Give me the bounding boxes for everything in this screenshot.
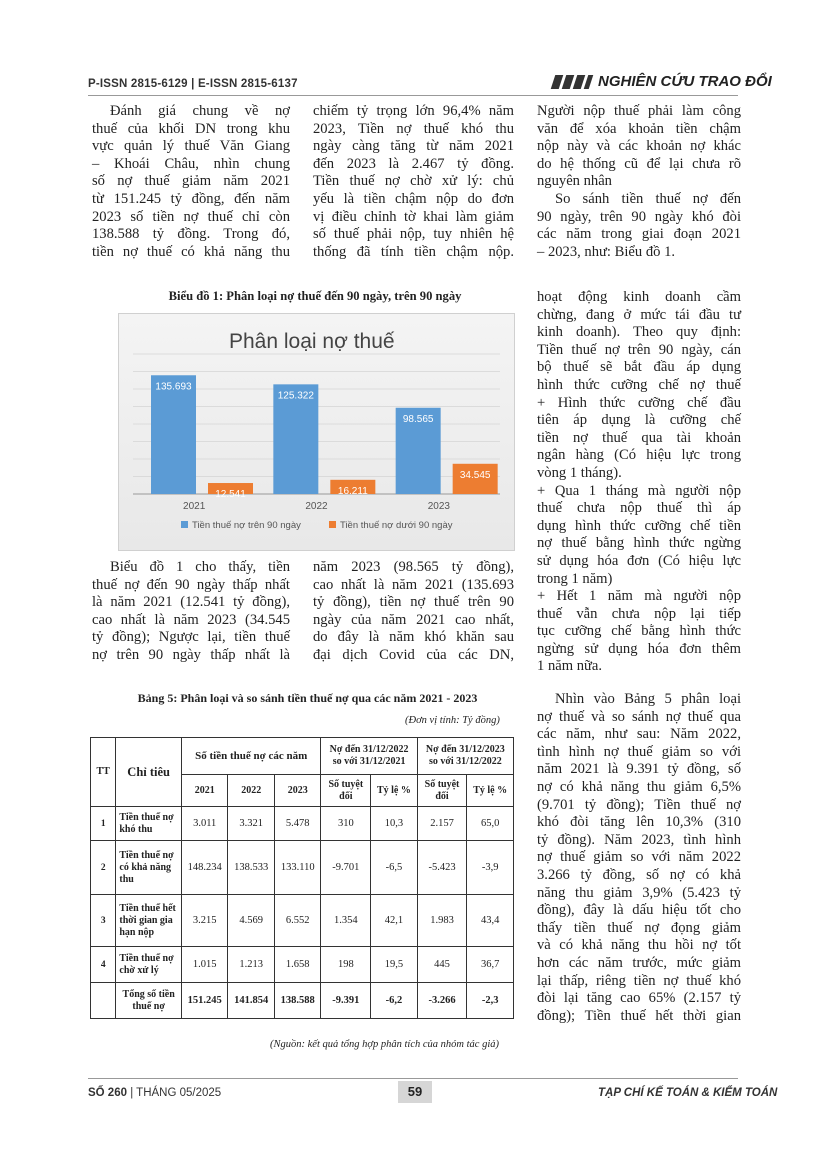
col1-top-text bbox=[92, 103, 290, 261]
text-line: chừng, đang ở mức tái đầu tư bbox=[537, 306, 741, 323]
bar-data-label: 98.565 bbox=[402, 413, 434, 425]
text-line: thấy tiền thuế nợ đọng giảm bbox=[537, 919, 741, 936]
text-line: Nhìn vào Bảng 5 phân loại bbox=[555, 691, 741, 707]
header-abs: Số tuyệt đối bbox=[321, 775, 371, 807]
row-value: 3.011 bbox=[181, 807, 228, 841]
row-value: 65,0 bbox=[467, 807, 514, 841]
text-line: năm 2021 là 9.391 tỷ đồng, số bbox=[537, 761, 741, 778]
text-line: vực quản lý thuế Văn Giang bbox=[92, 138, 290, 155]
row-label: Tiền thuế nợ chờ xử lý bbox=[116, 947, 182, 983]
text-line: + Hình thức cưỡng chế đầu bbox=[537, 394, 741, 411]
table-caption: Bảng 5: Phân loại và so sánh tiền thuế nợ qua các năm 2021 - 2023 bbox=[137, 691, 478, 705]
row-value: -6,2 bbox=[371, 983, 418, 1019]
chart-container bbox=[118, 313, 515, 551]
text-line: tỷ đồng), tiền nợ thuế trên 90 bbox=[313, 594, 514, 611]
text-line: đồng), đây là dấu hiệu tốt cho bbox=[537, 902, 741, 919]
text-line: do hệ thống cũ để lại chưa rõ bbox=[537, 155, 741, 172]
text-line: dụng hình thức cưỡng chế tiền bbox=[537, 517, 741, 534]
text-line: thuế nợ đến 90 ngày thấp nhất bbox=[92, 576, 290, 593]
col1-mid-text bbox=[92, 559, 290, 665]
row-tt bbox=[91, 983, 116, 1019]
row-value: 310 bbox=[321, 807, 371, 841]
text-line: vòng 1 tháng). bbox=[537, 464, 622, 481]
text-line: nợ thuế và so sánh nợ thuế qua bbox=[537, 708, 741, 725]
text-line: đại dịch Covid của các DN, bbox=[313, 646, 514, 663]
text-line: sử dụng hóa đơn (Có hiệu lực bbox=[537, 552, 741, 569]
row-value: -2,3 bbox=[467, 983, 514, 1019]
row-label: Tổng số tiền thuế nợ bbox=[116, 983, 182, 1019]
header-pct: Tỷ lệ % bbox=[371, 775, 418, 807]
text-line: So sánh tiền thuế nợ đến bbox=[555, 190, 741, 207]
tax-debt-table bbox=[90, 737, 514, 1019]
row-value: -9.391 bbox=[321, 983, 371, 1019]
row-value: 1.658 bbox=[274, 947, 321, 983]
text-line: kinh doanh). Theo quy định: bbox=[537, 324, 741, 341]
text-line: hơn các năm trước, mức giảm bbox=[537, 954, 741, 971]
issue-number: SỐ 260 bbox=[88, 1087, 127, 1099]
text-line: cao nhất là năm 2021 (135.693 bbox=[313, 576, 514, 593]
row-tt: 4 bbox=[91, 947, 116, 983]
legend-swatch bbox=[329, 521, 336, 528]
row-tt: 3 bbox=[91, 895, 116, 947]
text-line: thuế vẫn chưa nộp lại tiếp bbox=[537, 605, 741, 622]
text-line: Người nộp thuế phải làm công bbox=[537, 103, 741, 119]
text-line: nợ có khả năng thu giảm 6,5% bbox=[537, 778, 741, 795]
text-line: đòi lại tăng cao 65% (2.157 tỷ bbox=[537, 990, 741, 1007]
text-line: năng thu giảm 3,9% (5.423 tỷ bbox=[537, 884, 741, 901]
text-line: trong 1 năm) bbox=[537, 570, 613, 587]
header-compare-2022: Nợ đến 31/12/2022 so với 31/12/2021 bbox=[321, 738, 417, 775]
row-value: 5.478 bbox=[274, 807, 321, 841]
section-title: NGHIÊN CỨU TRAO ĐỔI bbox=[598, 73, 772, 90]
text-line: 138.588 tỷ đồng. Trong đó, bbox=[92, 226, 290, 243]
text-line: là năm 2021 (12.541 tỷ đồng), bbox=[92, 594, 290, 611]
journal-name: TẠP CHÍ KẾ TOÁN & KIỂM TOÁN bbox=[598, 1087, 778, 1099]
text-line: thuế của khối DN trong khu bbox=[92, 120, 290, 137]
row-value: 6.552 bbox=[274, 895, 321, 947]
row-value: 36,7 bbox=[467, 947, 514, 983]
chart-caption: Biểu đồ 1: Phân loại nợ thuế đến 90 ngày, trên 90 ngày bbox=[168, 289, 462, 303]
row-tt: 1 bbox=[91, 807, 116, 841]
bar-chart bbox=[119, 314, 514, 550]
row-value: 151.245 bbox=[181, 983, 228, 1019]
text-line: chiếm tỷ trọng lớn 96,4% năm bbox=[313, 103, 514, 119]
footer-issue bbox=[88, 1087, 221, 1099]
text-line: Đánh giá chung về nợ bbox=[110, 103, 290, 119]
row-value: -5.423 bbox=[417, 841, 467, 895]
text-line: ngày càng tăng từ năm 2021 bbox=[313, 138, 514, 155]
header-so-tien: Số tiền thuế nợ các năm bbox=[181, 738, 321, 775]
text-line: vị điều chỉnh tờ khai làm giảm bbox=[313, 208, 514, 225]
col3-bottom-text bbox=[537, 691, 741, 1025]
text-line: hoạt động kinh doanh cầm bbox=[537, 289, 741, 305]
row-value: 138.588 bbox=[274, 983, 321, 1019]
text-line: + Qua 1 tháng mà người nộp bbox=[537, 482, 741, 499]
text-line: – Khoái Châu, nhìn chung bbox=[92, 155, 290, 172]
text-line: các năm trong giai đoạn 2021 bbox=[537, 226, 741, 243]
x-tick-label: 2021 bbox=[183, 501, 206, 512]
row-value: -9.701 bbox=[321, 841, 371, 895]
text-line: Tiền thuế nợ trên 90 ngày, cán bbox=[537, 341, 741, 358]
row-value: 19,5 bbox=[371, 947, 418, 983]
text-line: khó đòi tăng lên 10,3% (310 bbox=[537, 814, 741, 831]
text-line: 3.266 tỷ đồng, số nợ có khả bbox=[537, 866, 741, 883]
bar-data-label: 125.322 bbox=[277, 390, 314, 402]
x-tick-label: 2022 bbox=[305, 501, 328, 512]
legend-label: Tiền thuế nợ trên 90 ngày bbox=[192, 520, 301, 531]
text-line: + Hết 1 năm mà người nộp bbox=[537, 588, 741, 605]
table-row bbox=[91, 947, 514, 983]
row-value: -3.266 bbox=[417, 983, 467, 1019]
text-line: (9.701 tỷ đồng); Tiền thuế nợ bbox=[537, 796, 741, 813]
row-value: 43,4 bbox=[467, 895, 514, 947]
row-value: 4.569 bbox=[228, 895, 275, 947]
row-value: 138.533 bbox=[228, 841, 275, 895]
col3-mid-text bbox=[537, 289, 741, 676]
header-chi-tieu: Chỉ tiêu bbox=[116, 738, 182, 807]
text-line: tỷ đồng). Năm 2023, tình hình bbox=[537, 831, 741, 848]
text-line: yếu là tiền chậm nộp do đơn bbox=[313, 190, 514, 207]
text-line: hình thức cưỡng chế nợ thuế bbox=[537, 376, 741, 393]
row-value: 10,3 bbox=[371, 807, 418, 841]
header-year: 2021 bbox=[181, 775, 228, 807]
text-line: tình hình nợ thuế giảm so với bbox=[537, 743, 741, 760]
text-line: ngừng sử dụng hóa đơn thêm bbox=[537, 640, 741, 657]
issn-header: P-ISSN 2815-6129 | E-ISSN 2815-6137 bbox=[88, 78, 298, 90]
x-tick-label: 2023 bbox=[427, 501, 450, 512]
col3-top-text bbox=[537, 103, 741, 261]
text-line: năm 2023 (98.565 tỷ đồng), bbox=[313, 559, 514, 575]
text-line: tiền nợ thuế có khả năng thu bbox=[92, 243, 290, 260]
text-line: tục cưỡng chế bằng hình thức bbox=[537, 623, 741, 640]
row-value: 2.157 bbox=[417, 807, 467, 841]
header-year: 2023 bbox=[274, 775, 321, 807]
bar-over-90 bbox=[151, 375, 196, 494]
row-value: 1.015 bbox=[181, 947, 228, 983]
text-line: nợ thuế bằng hình thức ngừng bbox=[537, 535, 741, 552]
text-line: cao nhất là năm 2023 (34.545 bbox=[92, 611, 290, 628]
row-value: 1.354 bbox=[321, 895, 371, 947]
header-year: 2022 bbox=[228, 775, 275, 807]
text-line: đồng); Tiền thuế hết thời gian bbox=[537, 1007, 741, 1024]
text-line: 2023 số tiền nợ thuế chỉ còn bbox=[92, 208, 290, 225]
page-number: 59 bbox=[398, 1081, 432, 1103]
text-line: tỷ đồng); Ngược lại, tiền thuế bbox=[92, 629, 290, 646]
text-line: 90 ngày, trên 90 ngày khó đòi bbox=[537, 208, 741, 225]
row-value: -3,9 bbox=[467, 841, 514, 895]
row-value: 198 bbox=[321, 947, 371, 983]
bar-data-label: 16.211 bbox=[337, 485, 368, 497]
header-compare-2023: Nợ đến 31/12/2023 so với 31/12/2022 bbox=[417, 738, 513, 775]
table-row bbox=[91, 807, 514, 841]
text-line: tiền nợ thuế qua tài khoản bbox=[537, 429, 741, 446]
footer-divider bbox=[88, 1078, 738, 1079]
bar-data-label: 12.541 bbox=[215, 489, 246, 501]
row-value: 3.321 bbox=[228, 807, 275, 841]
row-value: 445 bbox=[417, 947, 467, 983]
table-source: (Nguồn: kết quả tổng hợp phân tích của nhóm tác giả) bbox=[270, 1039, 499, 1050]
header-pct: Tỷ lệ % bbox=[467, 775, 514, 807]
bar-data-label: 135.693 bbox=[155, 381, 192, 393]
text-line: tiên áp dụng là cưỡng chế bbox=[537, 412, 741, 429]
col2-top-text bbox=[313, 103, 514, 261]
text-line: ngày của năm 2021 cao nhất, bbox=[313, 611, 514, 628]
row-label: Tiền thuế nợ có khả năng thu bbox=[116, 841, 182, 895]
text-line: từ 151.245 tỷ đồng, đến năm bbox=[92, 190, 290, 207]
col2-mid-text bbox=[313, 559, 514, 665]
issue-month: | THÁNG 05/2025 bbox=[130, 1087, 222, 1099]
row-value: 3.215 bbox=[181, 895, 228, 947]
header-divider bbox=[88, 95, 738, 96]
row-value: 141.854 bbox=[228, 983, 275, 1019]
text-line: các năm, như sau: Năm 2022, bbox=[537, 726, 741, 743]
text-line: Biểu đồ 1 cho thấy, tiền bbox=[110, 559, 290, 575]
text-line: số thuế phải nộp, tuy nhiên hệ bbox=[313, 226, 514, 243]
text-line: văn để xóa khoản tiền chậm bbox=[537, 120, 741, 137]
table-row bbox=[91, 895, 514, 947]
row-value: 148.234 bbox=[181, 841, 228, 895]
row-label: Tiền thuế hết thời gian gia hạn nộp bbox=[116, 895, 182, 947]
legend-label: Tiền thuế nợ dưới 90 ngày bbox=[340, 520, 453, 531]
text-line: lại thấp, riêng tiền nợ thuế khó bbox=[537, 972, 741, 989]
section-decoration-icon bbox=[553, 75, 595, 89]
table-row bbox=[91, 841, 514, 895]
chart-title: Phân loại nợ thuế bbox=[229, 330, 395, 353]
header-abs: Số tuyệt đối bbox=[417, 775, 467, 807]
text-line: nợ thuế giảm so với năm 2022 bbox=[537, 849, 741, 866]
text-line: thống đã tính tiền chậm nộp. bbox=[313, 243, 514, 260]
table-unit: (Đơn vị tính: Tỷ đồng) bbox=[405, 715, 500, 726]
text-line: do đây là năm khó khăn sau bbox=[313, 629, 514, 646]
row-value: 1.983 bbox=[417, 895, 467, 947]
text-line: nộp này và các khoản nợ khác bbox=[537, 138, 741, 155]
text-line: 2023, Tiền nợ thuế khó thu bbox=[313, 120, 514, 137]
text-line: và có khả năng thu hồi nợ tốt bbox=[537, 937, 741, 954]
text-line: nợ trên 90 ngày thấp nhất là bbox=[92, 646, 290, 663]
text-line: thuế chưa nộp thuế thì áp bbox=[537, 500, 741, 517]
text-line: 1 năm nữa. bbox=[537, 658, 603, 675]
text-line: số nợ thuế giảm năm 2021 bbox=[92, 173, 290, 190]
text-line: Tiền thuế nợ chờ xử lý: chủ bbox=[313, 173, 514, 190]
table-row bbox=[91, 983, 514, 1019]
header-tt: TT bbox=[91, 738, 116, 807]
text-line: đến 2023 là 2.467 tỷ đồng. bbox=[313, 155, 514, 172]
row-value: 42,1 bbox=[371, 895, 418, 947]
text-line: – 2023, như: Biểu đồ 1. bbox=[537, 243, 676, 260]
row-value: -6,5 bbox=[371, 841, 418, 895]
row-value: 133.110 bbox=[274, 841, 321, 895]
row-tt: 2 bbox=[91, 841, 116, 895]
bar-data-label: 34.545 bbox=[459, 469, 491, 481]
text-line: ngân hàng (Có hiệu lực trong bbox=[537, 447, 741, 464]
row-label: Tiền thuế nợ khó thu bbox=[116, 807, 182, 841]
text-line: nguyên nhân bbox=[537, 173, 612, 190]
legend-swatch bbox=[181, 521, 188, 528]
row-value: 1.213 bbox=[228, 947, 275, 983]
text-line: bộ thuế sẽ bắt đầu áp dụng bbox=[537, 359, 741, 376]
